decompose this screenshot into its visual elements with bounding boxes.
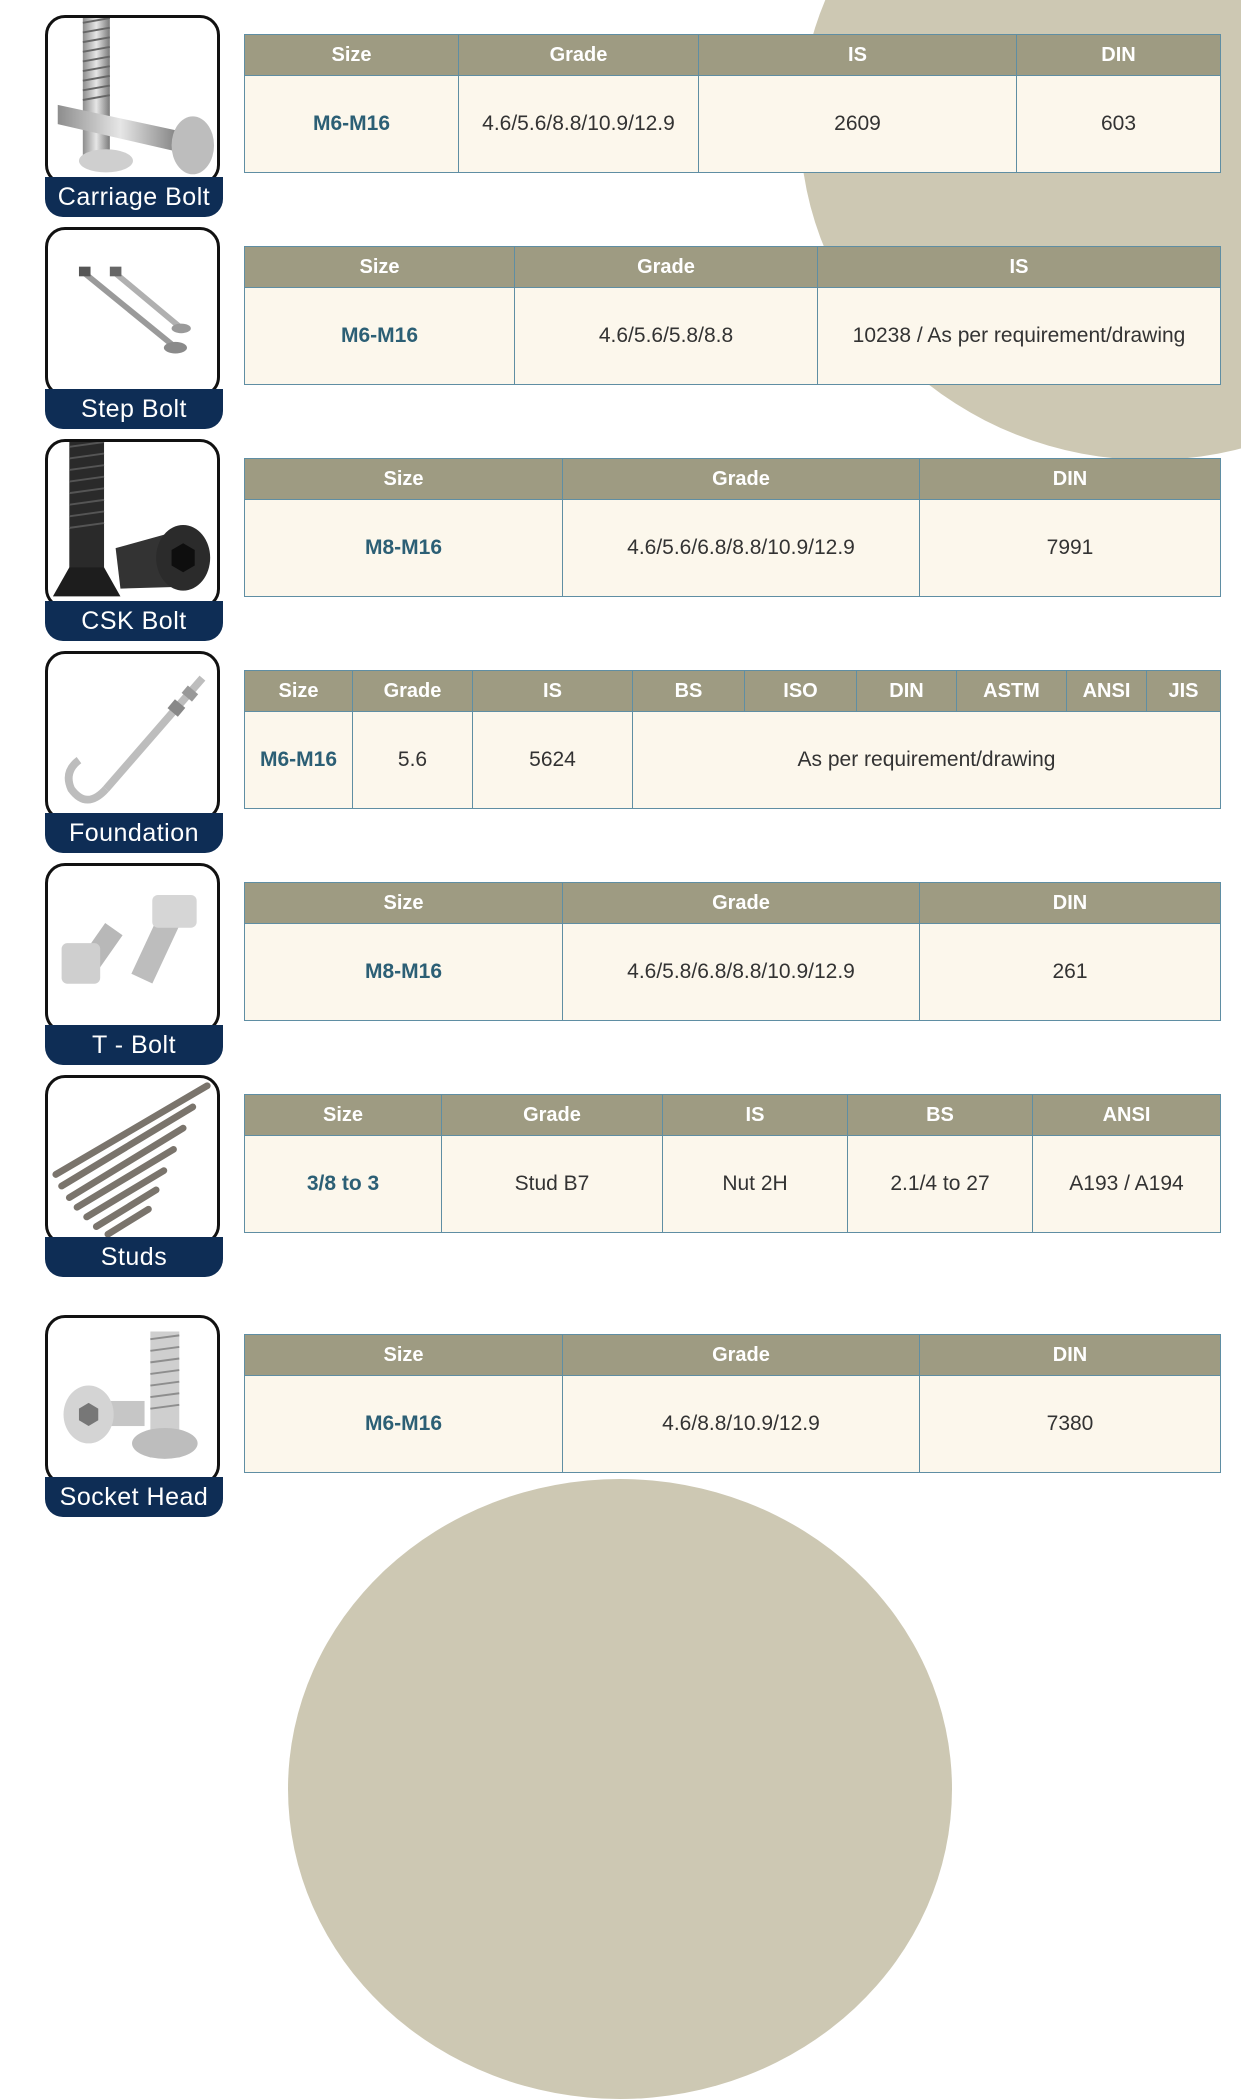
t-bolt-image: [45, 863, 220, 1033]
grade-value: 4.6/5.6/8.8/10.9/12.9: [459, 76, 699, 173]
csk-bolt-image: [45, 439, 220, 609]
table-row: [245, 1376, 1221, 1473]
ansi-value: A193 / A194: [1033, 1136, 1221, 1233]
size-value: M6-M16: [245, 76, 459, 173]
grade-value: 5.6: [353, 712, 473, 809]
table-row: [245, 924, 1221, 1021]
column-header-grade: Grade: [563, 1335, 920, 1376]
table-row: [245, 288, 1221, 385]
spec-table-carriage-bolt: [244, 34, 1221, 173]
column-header-din: DIN: [920, 1335, 1221, 1376]
size-value: M6-M16: [245, 288, 515, 385]
din-value: 603: [1017, 76, 1221, 173]
table-row: [245, 1136, 1221, 1233]
column-header-grade: Grade: [353, 671, 473, 712]
table-header-row: [245, 35, 1221, 76]
din-value: 7991: [920, 500, 1221, 597]
grade-value: 4.6/5.6/5.8/8.8: [515, 288, 818, 385]
spec-table-socket-head-bolt: [244, 1334, 1221, 1473]
grade-value: 4.6/5.8/6.8/8.8/10.9/12.9: [563, 924, 920, 1021]
column-header-din: DIN: [920, 459, 1221, 500]
column-header-size: Size: [245, 671, 353, 712]
carriage-bolt-image: [45, 15, 220, 185]
table-row: [245, 76, 1221, 173]
column-header-is: IS: [473, 671, 633, 712]
column-header-bs: BS: [848, 1095, 1033, 1136]
size-value: M6-M16: [245, 712, 353, 809]
column-header-grade: Grade: [442, 1095, 663, 1136]
background-circle-bottom: [288, 1479, 952, 2099]
product-label: T - Bolt: [45, 1025, 223, 1065]
spec-table-step-bolt: [244, 246, 1221, 385]
column-header-grade: Grade: [563, 883, 920, 924]
table-header-row: [245, 1095, 1221, 1136]
column-header-is: IS: [663, 1095, 848, 1136]
column-header-ansi: ANSI: [1067, 671, 1147, 712]
spec-table-csk-bolt: [244, 458, 1221, 597]
column-header-astm: ASTM: [957, 671, 1067, 712]
column-header-jis: JIS: [1147, 671, 1221, 712]
product-label: Studs: [45, 1237, 223, 1277]
din-value: 261: [920, 924, 1221, 1021]
column-header-size: Size: [245, 1335, 563, 1376]
column-header-iso: ISO: [745, 671, 857, 712]
grade-value: Stud B7: [442, 1136, 663, 1233]
column-header-ansi: ANSI: [1033, 1095, 1221, 1136]
table-row: [245, 712, 1221, 809]
column-header-is: IS: [699, 35, 1017, 76]
table-header-row: [245, 459, 1221, 500]
column-header-size: Size: [245, 1095, 442, 1136]
column-header-size: Size: [245, 459, 563, 500]
bs-value: 2.1/4 to 27: [848, 1136, 1033, 1233]
grade-value: 4.6/5.6/6.8/8.8/10.9/12.9: [563, 500, 920, 597]
table-header-row: [245, 1335, 1221, 1376]
table-header-row: [245, 671, 1221, 712]
column-header-bs: BS: [633, 671, 745, 712]
table-header-row: [245, 883, 1221, 924]
size-value: M8-M16: [245, 924, 563, 1021]
spec-table-foundation-bolt: [244, 670, 1221, 809]
is-value: 10238 / As per requirement/drawing: [818, 288, 1221, 385]
spec-table-t-bolt: [244, 882, 1221, 1021]
table-row: [245, 500, 1221, 597]
table-header-row: [245, 247, 1221, 288]
column-header-grade: Grade: [515, 247, 818, 288]
column-header-grade: Grade: [459, 35, 699, 76]
column-header-din: DIN: [1017, 35, 1221, 76]
size-value: 3/8 to 3: [245, 1136, 442, 1233]
column-header-size: Size: [245, 35, 459, 76]
column-header-size: Size: [245, 247, 515, 288]
column-header-is: IS: [818, 247, 1221, 288]
studs-image: [45, 1075, 220, 1245]
is-value: 2609: [699, 76, 1017, 173]
column-header-din: DIN: [857, 671, 957, 712]
step-bolt-image: [45, 227, 220, 397]
foundation-bolt-image: [45, 651, 220, 821]
is-value: Nut 2H: [663, 1136, 848, 1233]
din-value: 7380: [920, 1376, 1221, 1473]
standards-value: As per requirement/drawing: [633, 712, 1221, 809]
spec-table-studs: [244, 1094, 1221, 1233]
column-header-grade: Grade: [563, 459, 920, 500]
grade-value: 4.6/8.8/10.9/12.9: [563, 1376, 920, 1473]
socket-head-bolt-image: [45, 1315, 220, 1485]
product-label: Socket Head: [45, 1477, 223, 1517]
column-header-din: DIN: [920, 883, 1221, 924]
size-value: M8-M16: [245, 500, 563, 597]
product-label: Carriage Bolt: [45, 177, 223, 217]
size-value: M6-M16: [245, 1376, 563, 1473]
column-header-size: Size: [245, 883, 563, 924]
is-value: 5624: [473, 712, 633, 809]
product-label: Step Bolt: [45, 389, 223, 429]
product-label: Foundation: [45, 813, 223, 853]
product-label: CSK Bolt: [45, 601, 223, 641]
